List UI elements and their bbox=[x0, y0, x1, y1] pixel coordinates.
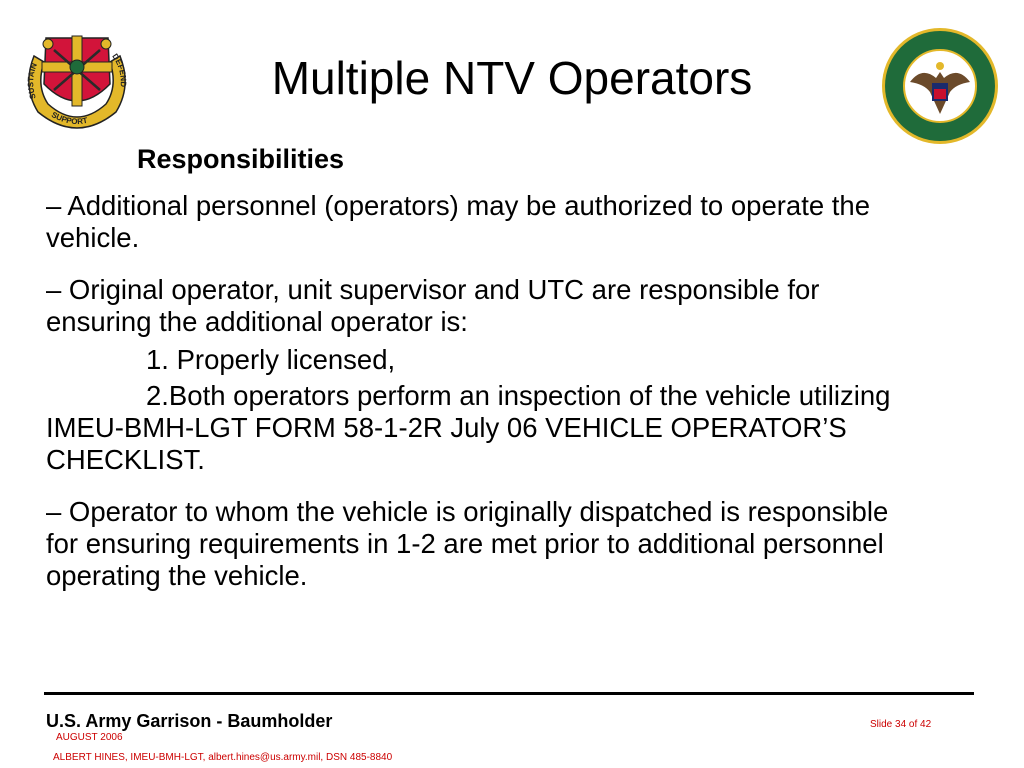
footer-divider bbox=[44, 692, 974, 695]
body-paragraph-dispatched-operator: – Operator to whom the vehicle is originally dispatched is responsible for ensuring requirements in 1-2 are met prior to additional personnel operating the vehicle. bbox=[46, 496, 889, 591]
footer-contact: ALBERT HINES, IMEU-BMH-LGT, albert.hines@us.army.mil, DSN 485-8840 bbox=[53, 752, 393, 763]
slide-body bbox=[46, 190, 926, 592]
slide-title: Multiple NTV Operators bbox=[271, 52, 753, 104]
insignia-text-left: SUSTAIN bbox=[26, 61, 39, 101]
insignia-text-right: DEFEND bbox=[110, 52, 128, 88]
body-paragraph-original-operator: – Original operator, unit supervisor and UTC are responsible for ensuring the additional operator is: bbox=[46, 274, 820, 337]
insignia-text-bottom: SUPPORT bbox=[49, 110, 89, 127]
us-army-garrison-seal-icon bbox=[880, 26, 1000, 146]
list-item-inspection: 2.Both operators perform an inspection of the vehicle utilizing IMEU-BMH-LGT FORM 58-1-2R July 06 VEHICLE OPERATOR’S CHECKLIST. bbox=[46, 380, 891, 475]
footer-date: AUGUST 2006 bbox=[56, 732, 123, 743]
installation-management-insignia-icon bbox=[14, 26, 140, 138]
body-paragraph-additional-personnel: – Additional personnel (operators) may be authorized to operate the vehicle. bbox=[46, 190, 870, 253]
slide-number: Slide 34 of 42 bbox=[870, 719, 932, 730]
list-item-properly-licensed: 1. Properly licensed, bbox=[146, 344, 396, 375]
footer-organization: U.S. Army Garrison - Baumholder bbox=[46, 711, 333, 731]
section-subheading: Responsibilities bbox=[137, 144, 345, 174]
seal-text bbox=[1000, 26, 1001, 27]
